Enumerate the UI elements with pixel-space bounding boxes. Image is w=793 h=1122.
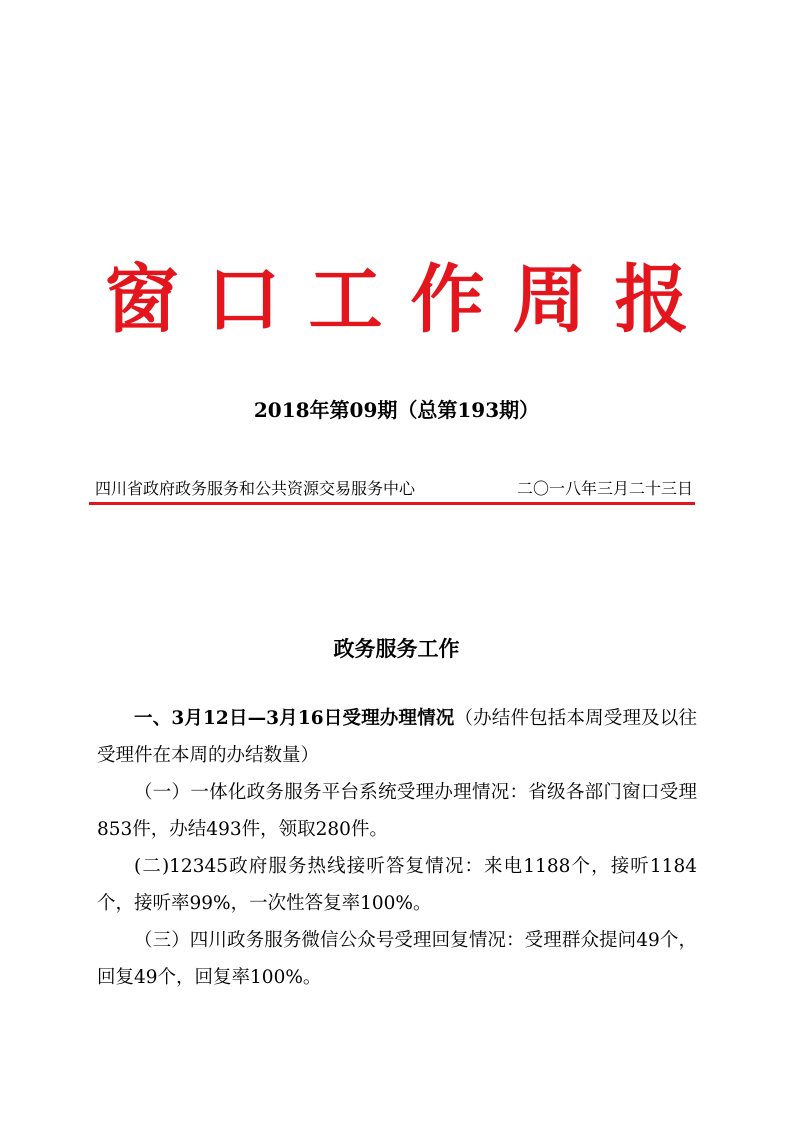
paragraph-4 [97, 922, 697, 996]
red-divider [89, 502, 695, 505]
paragraph-3 [97, 848, 697, 922]
paragraph-heading: 一、3月12日—3月16日受理办理情况 [134, 708, 455, 729]
issue-number: 2018年第09期（总第193期） [253, 398, 540, 422]
report-body [97, 700, 697, 996]
issue-date: 二〇一八年三月二十三日 [516, 479, 693, 498]
paragraph-text: （办结件包括本周受理及以往受理件在本周的办结数量） [97, 708, 697, 766]
masthead-title: 窗口工作周报 [104, 257, 717, 343]
issuer-date-row [95, 475, 693, 503]
paragraph-text: （一）一体化政务服务平台系统受理办理情况：省级各部门窗口受理853件，办结493件，领取280件。 [97, 782, 697, 840]
issuer-name: 四川省政府政务服务和公共资源交易服务中心 [95, 479, 416, 498]
paragraph-text: （三）四川政务服务微信公众号受理回复情况：受理群众提问49个，回复49个，回复率100%。 [97, 930, 697, 988]
section-title: 政务服务工作 [333, 637, 460, 661]
paragraph-2 [97, 774, 697, 848]
paragraph-1 [97, 700, 697, 774]
paragraph-text: (二)12345政府服务热线接听答复情况：来电1188个，接听1184个，接听率99%，一次性答复率100%。 [97, 856, 697, 914]
